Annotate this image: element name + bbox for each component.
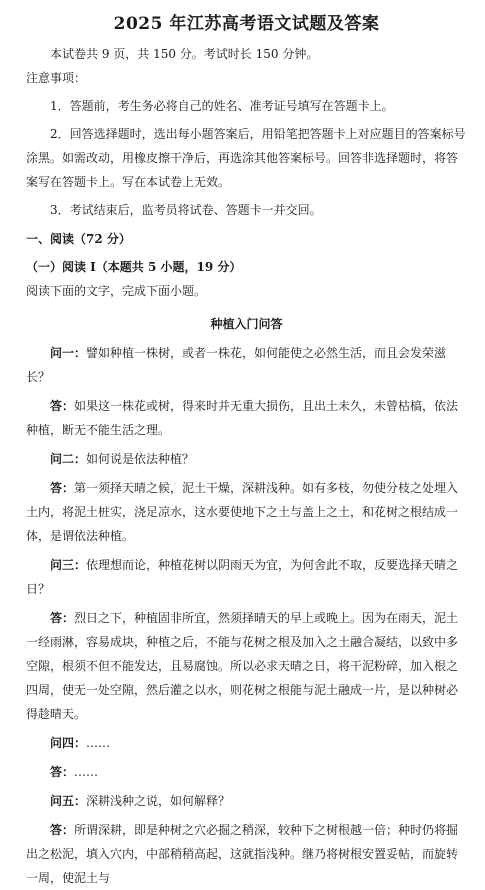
note-2: 2．回答选择题时，选出每小题答案后，用铅笔把答题卡上对应题目的答案标号涂黑。如需改动，用橡皮擦干净后，再选涂其他答案标号。回答非选择题时，将答案写在答题卡上。写在本试卷上无效。 xyxy=(26,127,466,189)
qa-item xyxy=(26,731,467,755)
qa-text: 依理想而论，种植花树以阴雨天为宜，为何舍此不取，反要选择天晴之日？ xyxy=(26,558,459,596)
qa-item xyxy=(26,341,467,389)
article-title: 种植入门问答 xyxy=(210,317,283,331)
qa-item xyxy=(26,760,467,784)
qa-label: 答： xyxy=(50,611,75,625)
qa-label: 问二： xyxy=(50,452,87,466)
qa-label: 问五： xyxy=(50,794,87,808)
document-title: 2025 年江苏高考语文试题及答案 xyxy=(113,14,380,34)
qa-text: 所谓深耕，即是种树之穴必掘之稍深，较种下之树根越一倍；种时仍将掘出之松泥，填入穴内，中部稍稍高起，这就指浅种。继乃将树根安置妥帖，而旋转一周，使泥土与 xyxy=(26,823,459,885)
qa-text: 譬如种植一株树，或者一株花，如何能使之必然生活，而且会发荣滋长？ xyxy=(26,346,447,384)
qa-text: …… xyxy=(74,765,99,779)
note-3: 3．考试结束后，监考员将试卷、答题卡一并交回。 xyxy=(50,203,322,217)
qa-item xyxy=(26,476,467,548)
subsection-heading: （一）阅读 I（本题共 5 小题，19 分） xyxy=(26,260,242,274)
qa-text: 如果这一株花或树，得来时并无重大损伤，且出土未久，未曾枯槁，依法种植，断无不能生活之理。 xyxy=(26,399,459,437)
qa-item xyxy=(26,606,467,726)
qa-text: 烈日之下，种植固非所宜，然须择晴天的早上或晚上。因为在雨天，泥土一经雨淋，容易成块，种植之后，不能与花树之根及加入之土融合凝结，以致中多空隙，根须不但不能发达，且易腐蚀。所以必求天晴之日，将干泥粉碎，加入根之四周，使无一处空隙，然后灌之以水，则花树之根能与泥土融成一片，是以种树必得趁晴天。 xyxy=(26,611,459,721)
qa-label: 答： xyxy=(50,481,75,495)
qa-item xyxy=(26,447,467,471)
qa-item xyxy=(26,789,467,813)
qa-item xyxy=(26,818,467,890)
qa-item xyxy=(26,553,467,601)
qa-label: 问四： xyxy=(50,736,87,750)
qa-label: 答： xyxy=(50,823,75,837)
reading-instruction: 阅读下面的文字，完成下面小题。 xyxy=(26,284,207,298)
qa-label: 答： xyxy=(50,399,75,413)
qa-label: 答： xyxy=(50,765,75,779)
qa-text: 深耕浅种之说，如何解释？ xyxy=(86,794,231,808)
qa-item xyxy=(26,394,467,442)
notice-heading: 注意事项： xyxy=(26,71,87,85)
qa-text: 第一须择天晴之候，泥土干燥，深耕浅种。如有多枝，勿使分枝之处埋入土内，将泥土桩实，浇足凉水，这水要使地下之土与盖上之土，和花树之根结成一体，是谓依法种植。 xyxy=(26,481,459,543)
intro-text: 本试卷共 9 页，共 150 分。考试时长 150 分钟。 xyxy=(50,47,319,61)
qa-text: 如何说是依法种植？ xyxy=(86,452,195,466)
qa-text: …… xyxy=(86,736,111,750)
qa-label: 问一： xyxy=(50,346,87,360)
qa-label: 问三： xyxy=(50,558,87,572)
section-heading: 一、阅读（72 分） xyxy=(26,232,131,246)
note-1: 1．答题前，考生务必将自己的姓名、准考证号填写在答题卡上。 xyxy=(50,99,394,113)
